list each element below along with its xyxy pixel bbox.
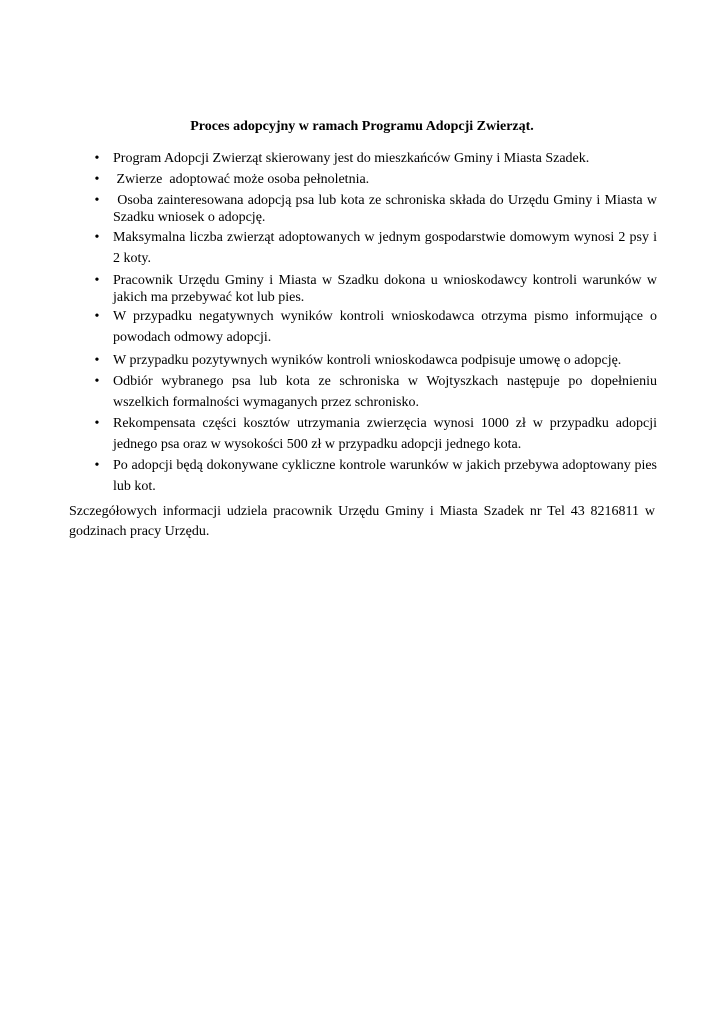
list-item-text: Po adopcji będą dokonywane cykliczne kontrole warunków w jakich przebywa adoptowany pies lub kot. — [113, 458, 657, 494]
bullet-icon: • — [94, 151, 100, 166]
bullet-icon: • — [94, 193, 100, 208]
list-item — [91, 227, 657, 269]
bullet-icon: • — [94, 416, 100, 431]
list-item — [91, 413, 657, 455]
list-item — [91, 455, 657, 497]
adoption-steps-list — [91, 150, 661, 497]
list-item-text: Osoba zainteresowana adopcją psa lub kota ze schroniska składa do Urzędu Gminy i Miasta w Szadku wniosek o adopcję. — [113, 193, 661, 225]
list-item — [91, 352, 657, 369]
list-item-text: Odbiór wybranego psa lub kota ze schroniska w Wojtyszkach następuje po dopełnieniu wszelkich formalności wymaganych przez schronisko. — [113, 374, 657, 410]
bullet-icon: • — [94, 374, 100, 389]
contact-info-paragraph: Szczegółowych informacji udziela pracownik Urzędu Gminy i Miasta Szadek nr Tel 43 8216811 w godzinach pracy Urzędu. — [69, 504, 655, 539]
bullet-icon: • — [94, 172, 100, 187]
list-item-text: Zwierze adoptować może osoba pełnoletnia. — [113, 172, 370, 187]
document-title: Proces adopcyjny w ramach Programu Adopcji Zwierząt. — [190, 119, 534, 134]
list-item-text: W przypadku negatywnych wyników kontroli wnioskodawca otrzyma pismo informujące o powodach odmowy adopcji. — [113, 309, 657, 345]
bullet-icon: • — [94, 353, 100, 368]
bullet-icon: • — [94, 230, 100, 245]
bullet-icon: • — [94, 273, 100, 288]
list-item — [91, 171, 657, 188]
list-item — [91, 306, 657, 348]
list-item-text: W przypadku pozytywnych wyników kontroli wnioskodawca podpisuje umowę o adopcję. — [113, 353, 622, 368]
list-item — [91, 272, 657, 306]
bullet-icon: • — [94, 458, 100, 473]
bullet-icon: • — [94, 309, 100, 324]
list-item — [91, 150, 657, 167]
list-item-text: Rekompensata części kosztów utrzymania zwierzęcia wynosi 1000 zł w przypadku adopcji jednego psa oraz w wysokości 500 zł w przypadku adopcji jednego kota. — [113, 416, 657, 452]
list-item-text: Program Adopcji Zwierząt skierowany jest do mieszkańców Gminy i Miasta Szadek. — [113, 151, 590, 166]
list-item — [91, 371, 657, 413]
list-item — [91, 192, 661, 226]
list-item-text: Maksymalna liczba zwierząt adoptowanych w jednym gospodarstwie domowym wynosi 2 psy i 2 koty. — [113, 230, 657, 266]
list-item-text: Pracownik Urzędu Gminy i Miasta w Szadku dokona u wnioskodawcy kontroli warunków w jakich ma przebywać kot lub pies. — [113, 273, 657, 305]
